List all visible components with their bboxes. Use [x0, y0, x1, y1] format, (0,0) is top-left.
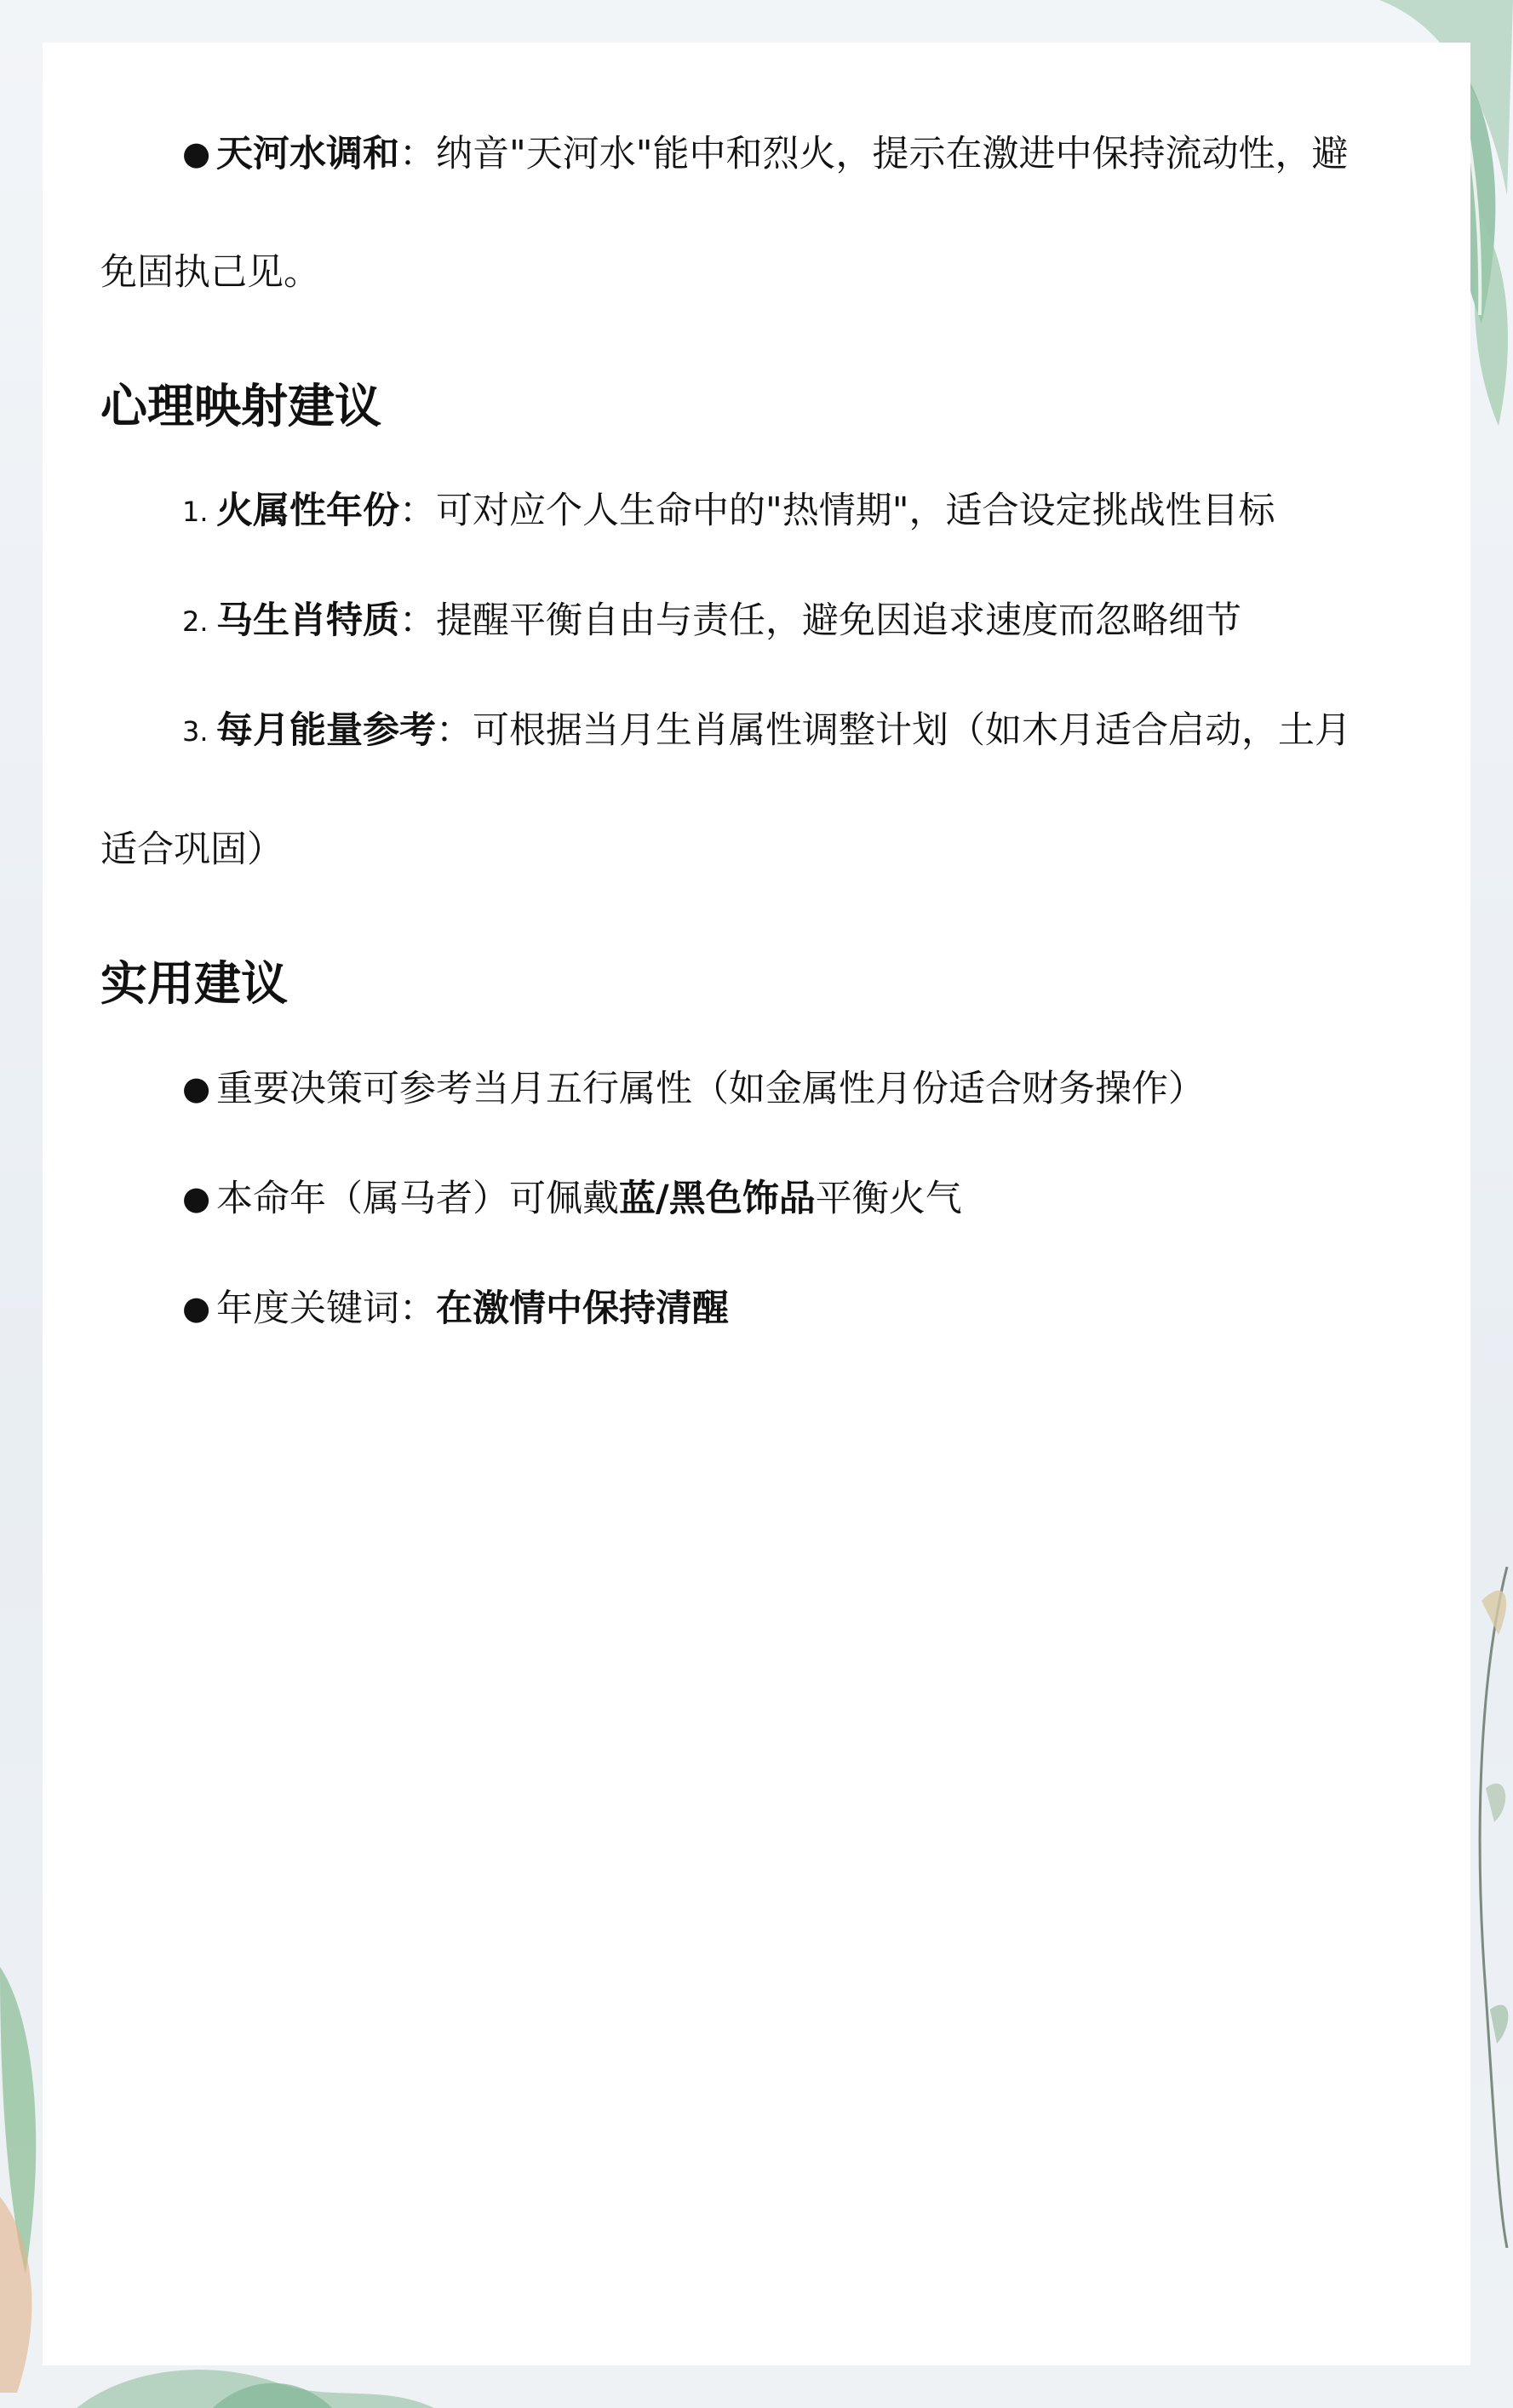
item-number: 1.: [182, 496, 209, 528]
item-text-pre: 本命年（属马者）可佩戴: [216, 1178, 619, 1220]
practical-item-3: [100, 1282, 1397, 1334]
item-number: 2.: [182, 605, 209, 638]
numbered-item-3: [100, 705, 1397, 757]
item-bold-label: 蓝/黑色饰品: [619, 1178, 816, 1220]
item-bold-label: 在激情中保持清醒: [436, 1287, 729, 1330]
list-item-tianheshui: [100, 128, 1397, 180]
item-bold-label: 每月能量参考: [216, 709, 436, 752]
practical-item-2: [100, 1172, 1397, 1224]
practical-item-1: [100, 1063, 1397, 1115]
item-number: 3.: [182, 715, 209, 748]
item-text: ：提醒平衡自由与责任，避免因追求速度而忽略细节: [399, 599, 1241, 642]
item-text: ：纳音"天河水"能中和烈火，提示在激进中保持流动性，避: [399, 133, 1349, 175]
bullet: ●: [182, 135, 211, 172]
section-heading-practical: 实用建议: [100, 956, 289, 1011]
item-text-pre: 年度关键词：: [216, 1287, 436, 1330]
item-bold-label: 火属性年份: [216, 490, 399, 532]
bullet: ●: [182, 1179, 211, 1217]
section-heading-psych: 心理映射建议: [100, 379, 382, 433]
item-text: 重要决策可参考当月五行属性（如金属性月份适合财务操作）: [216, 1068, 1205, 1110]
bullet: ●: [182, 1289, 211, 1327]
list-item-continuation: 免固执己见。: [100, 251, 320, 294]
numbered-item-3-continuation: 适合巩固）: [100, 828, 284, 871]
item-bold-label: 天河水调和: [216, 133, 399, 175]
item-bold-label: 马生肖特质: [216, 599, 399, 642]
bullet: ●: [182, 1069, 211, 1107]
item-text: ：可对应个人生命中的"热情期"，适合设定挑战性目标: [399, 490, 1275, 532]
item-text: ：可根据当月生肖属性调整计划（如木月适合启动，土月: [436, 709, 1351, 752]
numbered-item-2: [100, 595, 1397, 647]
numbered-item-1: [100, 485, 1397, 537]
content-card: [43, 43, 1470, 2365]
item-text-post: 平衡火气: [815, 1178, 962, 1220]
